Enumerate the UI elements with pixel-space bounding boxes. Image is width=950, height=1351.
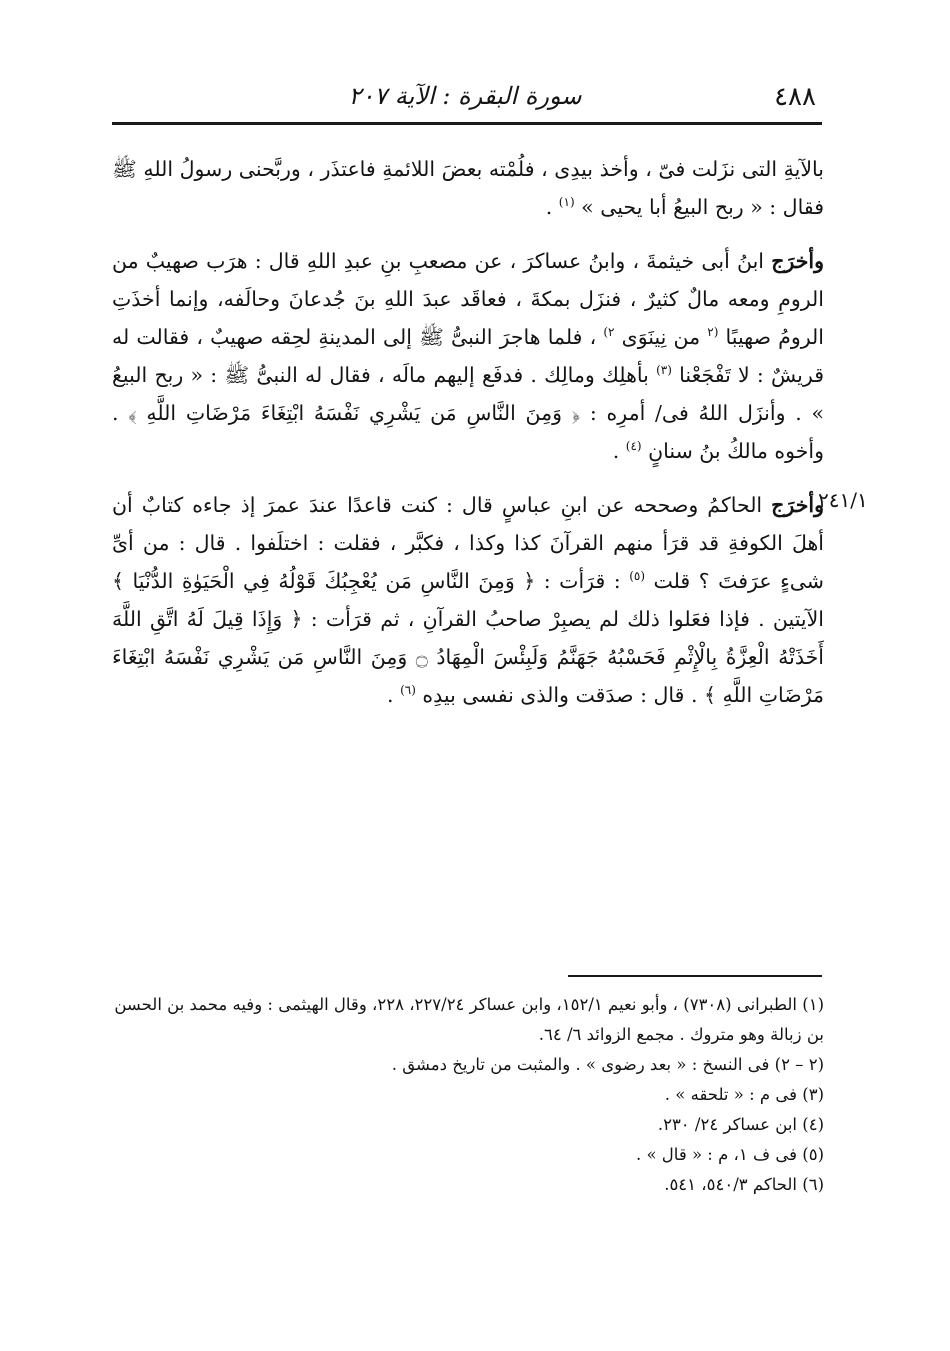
footnotes (112, 990, 824, 1200)
paragraph-text: بالآيةِ التى نزَلت فىّ ، وأخذ بيدِى ، فلُمْته بعضَ اللائمةِ فاعتذَر ، وربَّحنى رسولُ اللهِ ﷺ فقال : « ربح البيعُ أبا يحيى » (112, 157, 824, 219)
footnote-6: (٦) الحاكم ٥٤٠/٣، ٥٤١. (664, 1175, 824, 1194)
footnote-2: (٢ – ٢) فى النسخ : « بعد رضوى » . والمثبت من تاريخ دمشق . (391, 1055, 824, 1074)
paragraph-2 (112, 242, 824, 470)
footnote-ref: (١) (558, 195, 575, 210)
footnote-ref: (٥) (629, 569, 646, 584)
footnote-ref: (٦) (400, 683, 416, 698)
header-rule (112, 122, 822, 125)
footnote-separator (568, 975, 822, 977)
paragraph-tail: . (387, 683, 394, 707)
paragraph-text: بأهلِك ومالِك . فدفَع إليهم مالَه ، فقال له النبىُّ ﷺ : « ربح البيعُ » . وأنزَل اللهُ فى/ أمرِه : ﴿ وَمِنَ النَّاسِ مَن يَشْرِي نَفْسَهُ ابْتِغَاءَ مَرْضَاتِ اللَّهِ ﴾ . وأخوه مالكُ بنُ سنانٍ (112, 363, 824, 463)
paragraph-text: من نِينَوَى (614, 325, 701, 349)
footnote-3: (٣) فى م : « تلحقه » . (664, 1085, 824, 1104)
paragraph-text: ، فلما هاجرَ النبىُّ ﷺ إلى المدينةِ لحِقه صهيبٌ ، فقالت له قريشٌ : لا تَفْجَعْنا (112, 325, 824, 387)
page-number: ٤٨٨ (774, 82, 816, 112)
margin-reference: ٢٤١/١ (818, 488, 868, 512)
paragraph-3 (112, 486, 824, 714)
footnote-5: (٥) فى ف ١، م : « قال » . (635, 1145, 824, 1164)
footnote-ref: (٣) (656, 363, 672, 378)
paragraph-1 (112, 150, 824, 226)
running-title: سورة البقرة : الآية ٢٠٧ (348, 82, 582, 110)
footnote-ref: (٤) (625, 439, 642, 454)
footnote-ref: (٢ (707, 325, 719, 340)
page-header (110, 78, 820, 118)
paragraph-text: الحاكمُ وصححه عن ابنِ عباسٍ قال : كنت قاعدًا عندَ عمرَ إذ جاءه كتابٌ أن أهلَ الكوفةِ قد قرَأ منهم القرآنَ كذا وكذا ، فكبَّر ، فقلت : اختلَفوا . قال : من أىِّ شىءٍ عرَفتَ ؟ قلت (112, 493, 824, 593)
paragraph-lead: وأخرَج (771, 493, 824, 517)
paragraph-tail: . (612, 439, 620, 463)
footnote-1: (١) الطبرانى (٧٣٠٨) ، وأبو نعيم ١٥٢/١، وابن عساكر ٢٢٧/٢٤، ٢٢٨، وقال الهيثمى : وفيه محمد بن الحسن بن زبالة وهو متروك . مجمع الزوائد ٦/ ٦٤. (114, 995, 824, 1044)
main-text (112, 150, 824, 730)
paragraph-lead: وأخرَج (771, 249, 824, 273)
paragraph-tail: . (545, 195, 553, 219)
paragraph-text: ابنُ أبى خيثمةَ ، وابنُ عساكرَ ، عن مصعبِ بنِ عبدِ اللهِ قال : هرَب صهيبٌ من الرومِ ومعه مالٌ كثيرٌ ، فنزَل بمكةَ ، فعاقَد عبدَ اللهِ بنَ جُدعانَ وحالَفه، وإنما أخذَتِ الرومُ صهيبًا (112, 249, 824, 349)
paragraph-text: : قرَأت : ﴿ وَمِنَ النَّاسِ مَن يُعْجِبُكَ قَوْلُهُ فِي الْحَيَوٰةِ الدُّنْيَا ﴾ الآيتين . فإذا فعَلوا ذلك لم يصبِرْ صاحبُ القرآنِ ، ثم قرَأت : ﴿ وَإِذَا قِيلَ لَهُ اتَّقِ اللَّهَ أَخَذَتْهُ الْعِزَّةُ بِالْإِثْمِ فَحَسْبُهُ جَهَنَّمُ وَلَبِئْسَ الْمِهَادُ ۝ وَمِنَ النَّاسِ مَن يَشْرِي نَفْسَهُ ابْتِغَاءَ مَرْضَاتِ اللَّهِ ﴾ . قال : صدَقت والذى نفسى بيدِه (112, 569, 824, 707)
footnote-ref: ٢) (603, 325, 615, 340)
footnote-4: (٤) ابن عساكر ٢٤/ ٢٣٠. (657, 1115, 824, 1134)
